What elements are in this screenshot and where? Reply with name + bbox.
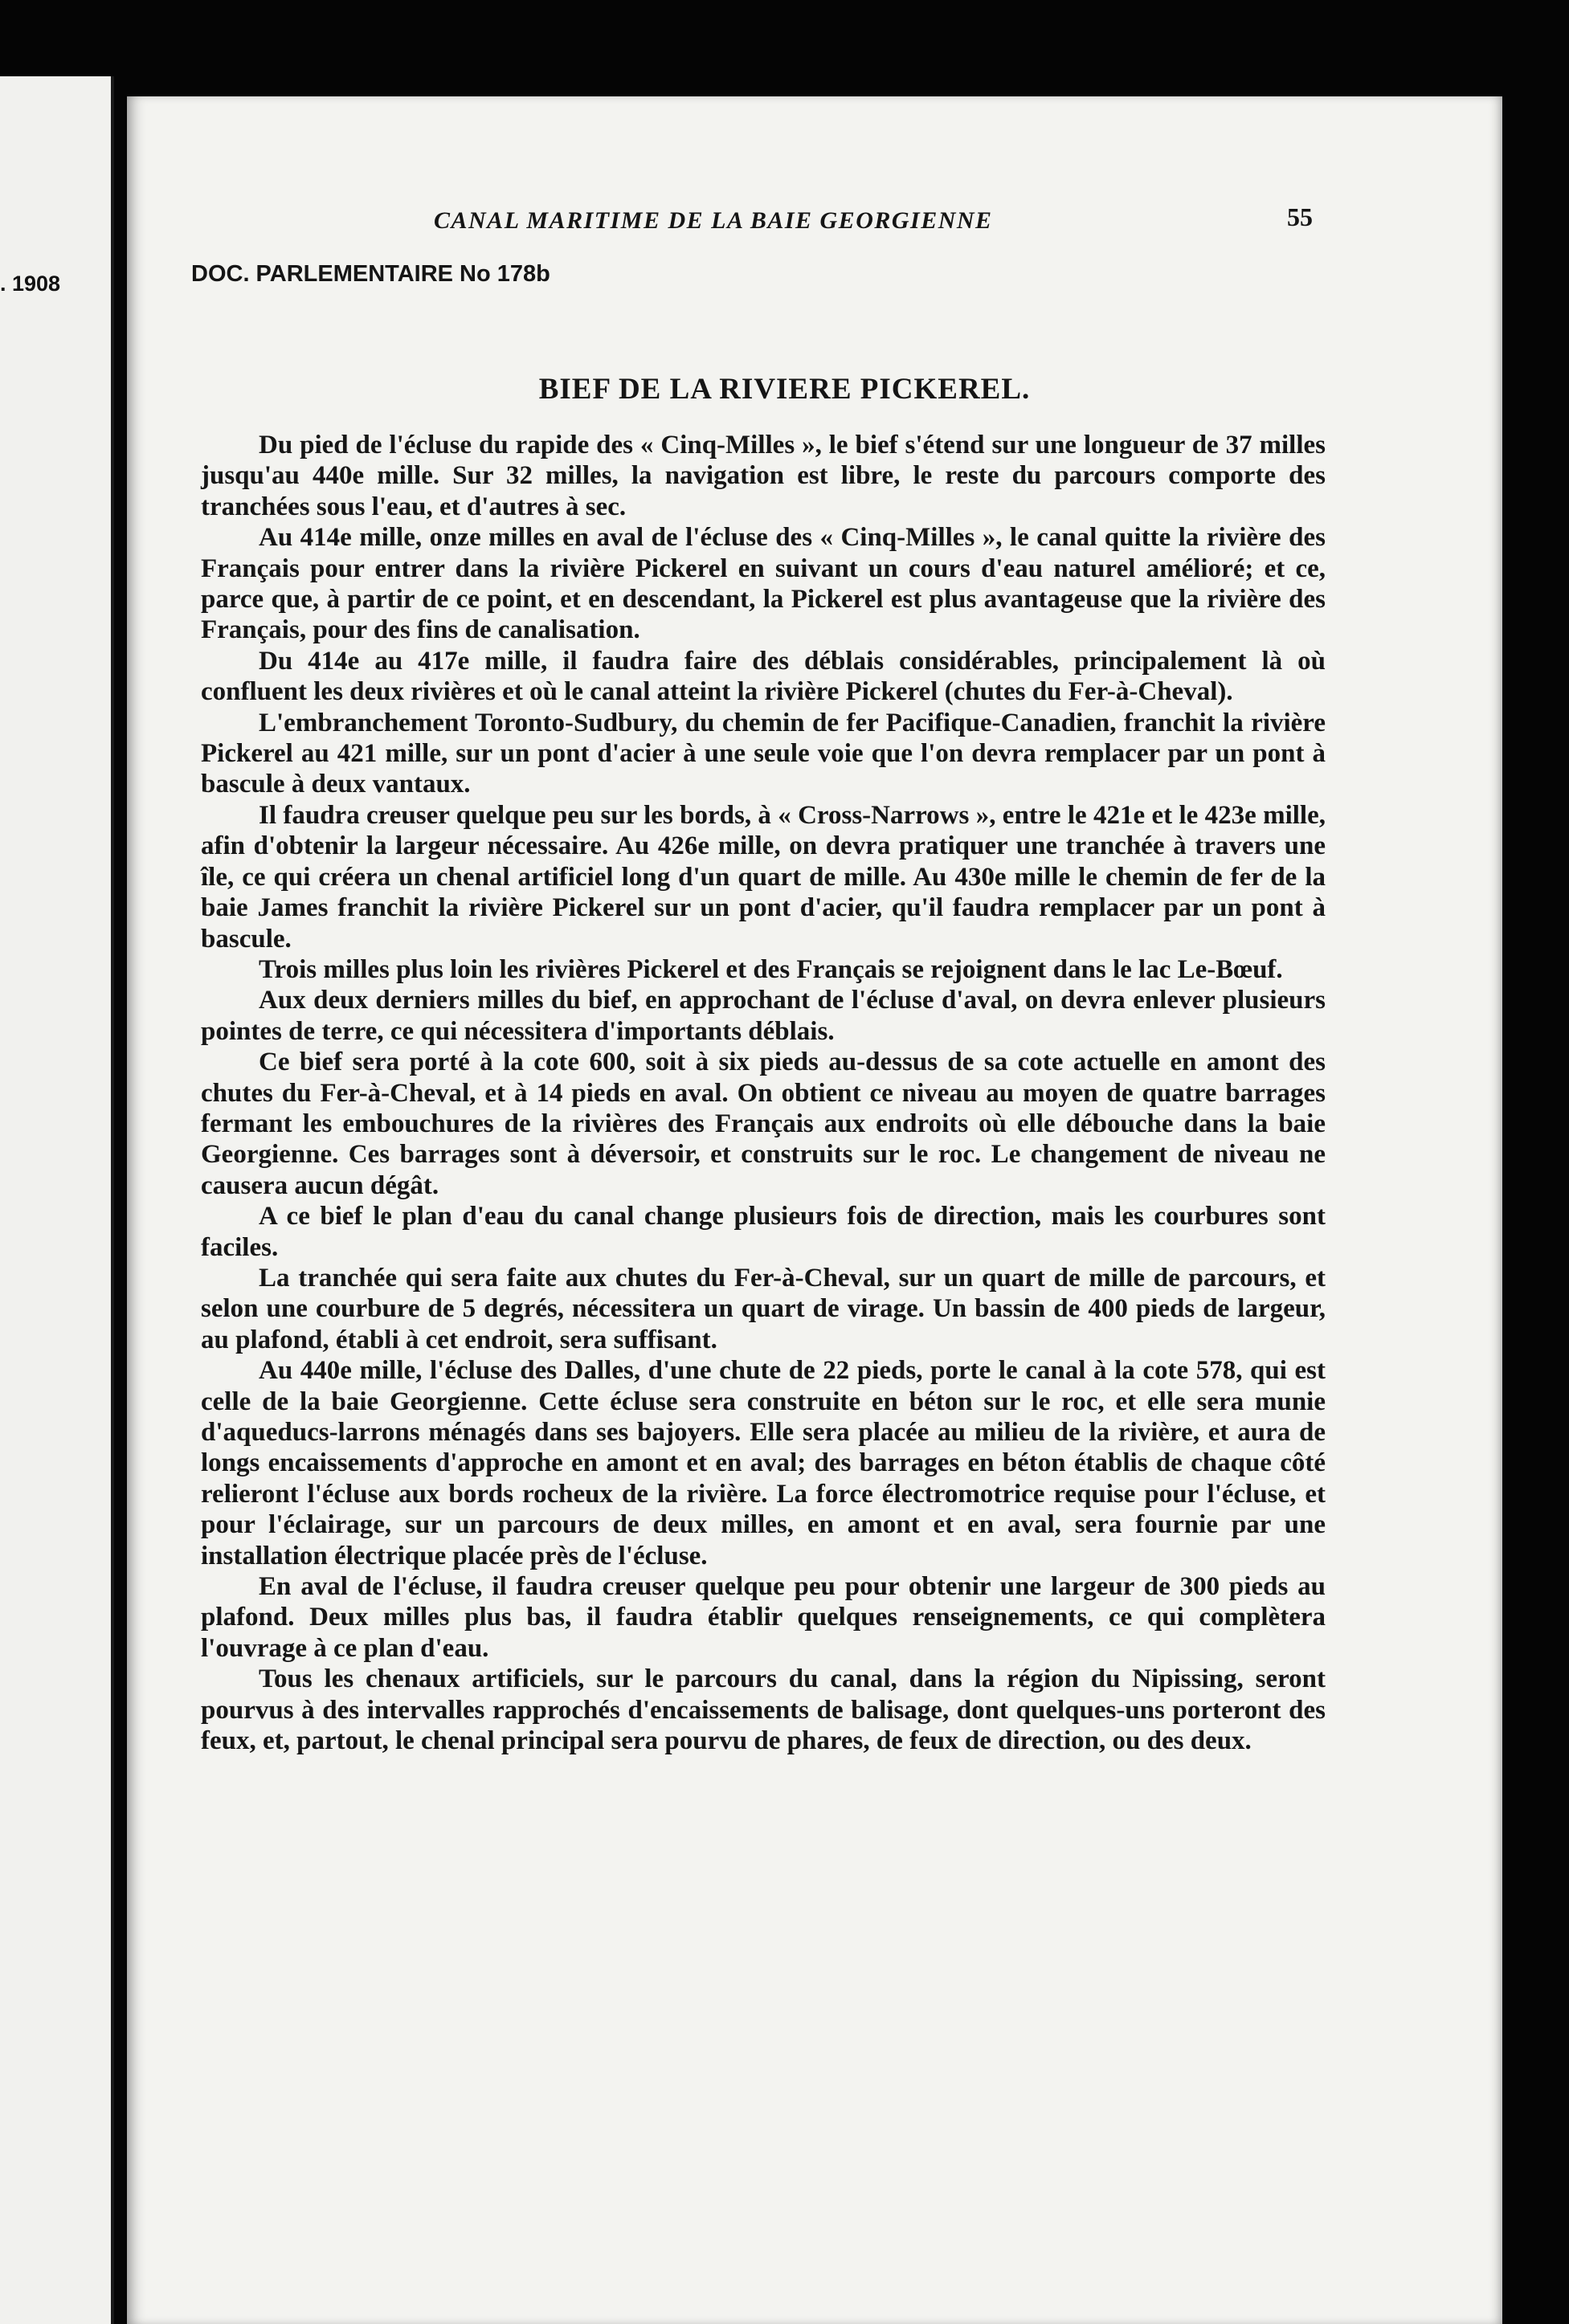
paragraph: La tranchée qui sera faite aux chutes du Fer-à-Cheval, sur un quart de mille de parcours, et selon une courbure de 5 degrés, nécessitera un quart de virage. Un bassin de 400 pieds de largeur, au plafond, établi à cet endroit, sera suffisant. [201,1263,1326,1354]
running-title: CANAL MARITIME DE LA BAIE GEORGIENNE [434,207,993,234]
paragraph: Du 414e au 417e mille, il faudra faire des déblais considérables, principalement là où confluent les deux rivières et où le canal atteint la rivière Pickerel (chutes du Fer-à-Cheval). [201,646,1326,707]
paragraph: Au 414e mille, onze milles en aval de l'écluse des « Cinq-Milles », le canal quitte la rivière des Français pour entrer dans la rivière Pickerel en suivant un cours d'eau naturel amélioré; et ce, parce que, à partir de ce point, et en descendant, la Pickerel est plus avantageuse que la rivière des Français, pour des fins de canalisation. [201,523,1326,645]
paragraph: L'embranchement Toronto-Sudbury, du chemin de fer Pacifique-Canadien, franchit la rivière Pickerel au 421 mille, sur un pont d'acier à une seule voie que l'on devra remplacer par un pont à bascule à deux vantaux. [201,708,1326,799]
previous-page-edge [0,76,114,2324]
paragraph: A ce bief le plan d'eau du canal change plusieurs fois de direction, mais les courbures sont faciles. [201,1202,1326,1262]
paragraph: Trois milles plus loin les rivières Pickerel et des Français se rejoignent dans le lac Le-Bœuf. [259,954,1283,984]
document-reference: DOC. PARLEMENTAIRE No 178b [191,261,550,287]
paragraph: En aval de l'écluse, il faudra creuser quelque peu pour obtenir une largeur de 300 pieds au plafond. Deux milles plus bas, il faudra établir quelques renseignements, ce qui complètera l'ouvrage à ce plan d'eau. [201,1572,1326,1663]
paragraph: Au 440e mille, l'écluse des Dalles, d'une chute de 22 pieds, porte le canal à la cote 578, qui est celle de la baie Georgienne. Cette écluse sera construite en béton sur le roc, et elle sera munie d'aqueducs-larrons ménagés dans ses bajoyers. Elle sera placée au milieu de la rivière, et aura de longs encaissements d'approche en amont et en aval; des barrages en béton établis de chaque côté relieront l'écluse aux bords rocheux de la rivière. La force électromotrice requise pour l'écluse, et pour l'éclairage, sur un parcours de deux milles, en amont et en aval, sera fournie par une installation électrique placée près de l'écluse. [201,1356,1326,1570]
paragraph: Du pied de l'écluse du rapide des « Cinq-Milles », le bief s'étend sur une longueur de 37 milles jusqu'au 440e mille. Sur 32 milles, la navigation est libre, le reste du parcours comporte des tranchées sous l'eau, et d'autres à sec. [201,431,1326,521]
body-text [201,430,1326,1756]
paragraph: Tous les chenaux artificiels, sur le parcours du canal, dans la région du Nipissing, seront pourvus à des intervalles rapprochés d'encaissements de balisage, dont quelques-uns porteront des feux, et, partout, le chenal principal sera pourvu de phares, de feux de direction, ou des deux. [201,1664,1326,1756]
section-title: BIEF DE LA RIVIERE PICKEREL. [538,373,1031,406]
paragraph: Ce bief sera porté à la cote 600, soit à six pieds au-dessus de sa cote actuelle en amont des chutes du Fer-à-Cheval, et à 14 pieds en aval. On obtient ce niveau au moyen de quatre barrages fermant les embouchures de la rivières des Français aux endroits où elle débouche dans la baie Georgienne. Ces barrages sont à déversoir, et construits sur le roc. Le changement de niveau ne causera aucun dégât. [201,1048,1326,1200]
previous-page-year: . 1908 [0,272,61,296]
paragraph: Il faudra creuser quelque peu sur les bords, à « Cross-Narrows », entre le 421e et le 423e mille, afin d'obtenir la largeur nécessaire. Au 426e mille, on devra pratiquer une tranchée à travers une île, ce qui créera un chenal artificiel long d'un quart de mille. Au 430e mille le chemin de fer de la baie James franchit la rivière Pickerel sur un pont d'acier, qu'il faudra remplacer par un pont à bascule. [201,800,1326,954]
page-number: 55 [1287,202,1313,231]
paragraph: Aux deux derniers milles du bief, en approchant de l'écluse d'aval, on devra enlever plusieurs pointes de terre, ce qui nécessitera d'importants déblais. [201,986,1326,1046]
